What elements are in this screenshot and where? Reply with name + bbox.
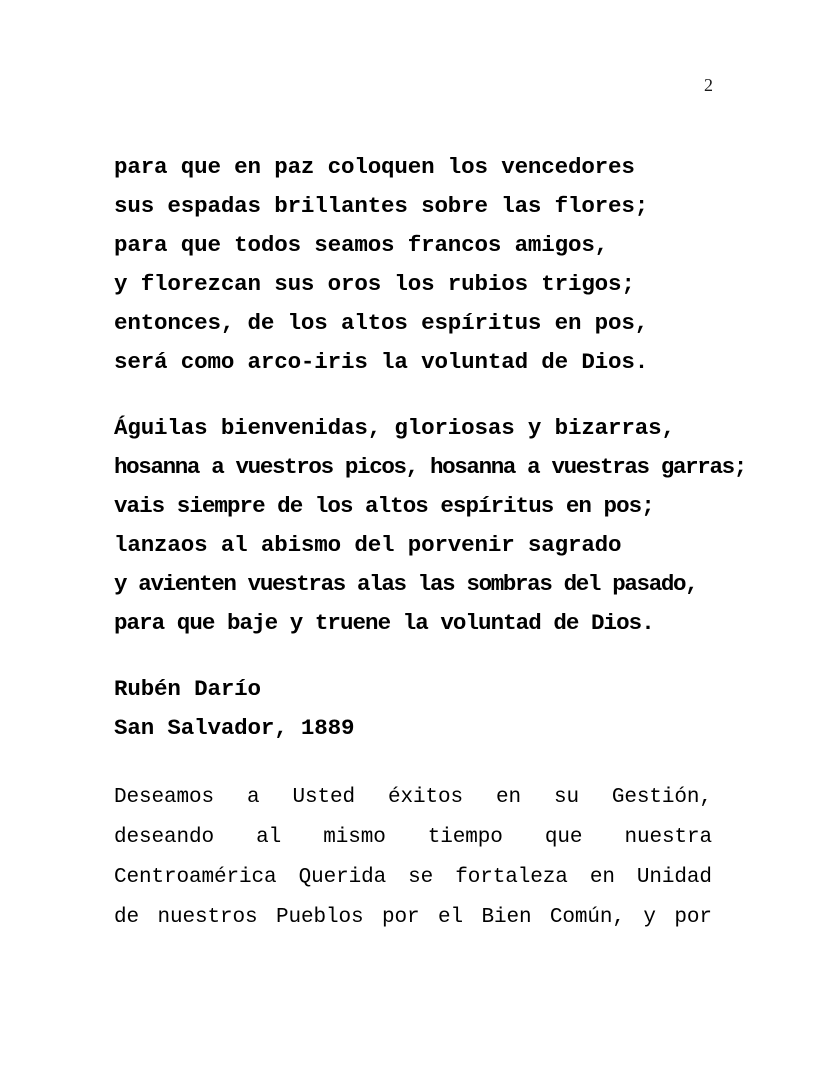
paragraph-word: Deseamos: [114, 786, 215, 809]
paragraph-word: su: [553, 786, 579, 809]
poem-stanza-2: [114, 409, 762, 643]
page-number: 2: [704, 75, 713, 95]
paragraph-word: Querida: [298, 866, 387, 889]
paragraph-line: [114, 778, 712, 818]
author-name: Rubén Darío: [114, 676, 261, 702]
paragraph-word: Bien: [481, 906, 532, 929]
poem-line: y avienten vuestras alas las sombras del pasado,: [114, 571, 698, 597]
poem-line: lanzaos al abismo del porvenir sagrado: [114, 532, 622, 558]
poem-line: para que baje y truene la voluntad de Dios.: [114, 610, 654, 636]
paragraph-word: fortaleza: [455, 866, 568, 889]
poem-line: Águilas bienvenidas, gloriosas y bizarras,: [114, 415, 675, 441]
paragraph-word: de: [114, 906, 140, 929]
poem-line: para que todos seamos francos amigos,: [114, 232, 609, 258]
paragraph-word: Gestión,: [611, 786, 712, 809]
poem-line: será como arco-iris la voluntad de Dios.: [114, 349, 649, 375]
poem-line: sus espadas brillantes sobre las flores;: [114, 193, 649, 219]
paragraph-word: a: [247, 786, 260, 809]
paragraph-word: que: [544, 826, 583, 849]
poem-line: entonces, de los altos espíritus en pos,: [114, 310, 649, 336]
paragraph-word: en: [495, 786, 521, 809]
closing-paragraph: [114, 778, 712, 938]
paragraph-line: [114, 818, 712, 858]
poem-attribution: [114, 670, 762, 748]
paragraph-word: nuestros: [157, 906, 258, 929]
paragraph-word: deseando: [114, 826, 215, 849]
paragraph-word: al: [256, 826, 282, 849]
paragraph-word: Usted: [292, 786, 355, 809]
document-body: [114, 148, 762, 938]
paragraph-word: en: [589, 866, 615, 889]
paragraph-word: Centroamérica: [114, 866, 277, 889]
paragraph-line: [114, 858, 712, 898]
poem-line: para que en paz coloquen los vencedores: [114, 154, 635, 180]
paragraph-word: Unidad: [636, 866, 712, 889]
paragraph-word: por: [674, 906, 712, 929]
poem-stanza-1: [114, 148, 762, 382]
poem-line: hosanna a vuestros picos, hosanna a vuestras garras;: [114, 454, 746, 480]
poem-line: vais siempre de los altos espíritus en pos;: [114, 493, 654, 519]
paragraph-word: el: [437, 906, 463, 929]
paragraph-word: Pueblos: [275, 906, 364, 929]
paragraph-word: por: [381, 906, 420, 929]
place-and-year: San Salvador, 1889: [114, 715, 355, 741]
poem-line: y florezcan sus oros los rubios trigos;: [114, 271, 635, 297]
paragraph-word: se: [408, 866, 434, 889]
paragraph-word: mismo: [323, 826, 386, 849]
paragraph-word: Común,: [549, 906, 625, 929]
paragraph-word: nuestra: [624, 826, 712, 849]
paragraph-line: [114, 898, 712, 938]
paragraph-word: y: [643, 906, 656, 929]
paragraph-word: éxitos: [387, 786, 463, 809]
paragraph-word: tiempo: [427, 826, 503, 849]
